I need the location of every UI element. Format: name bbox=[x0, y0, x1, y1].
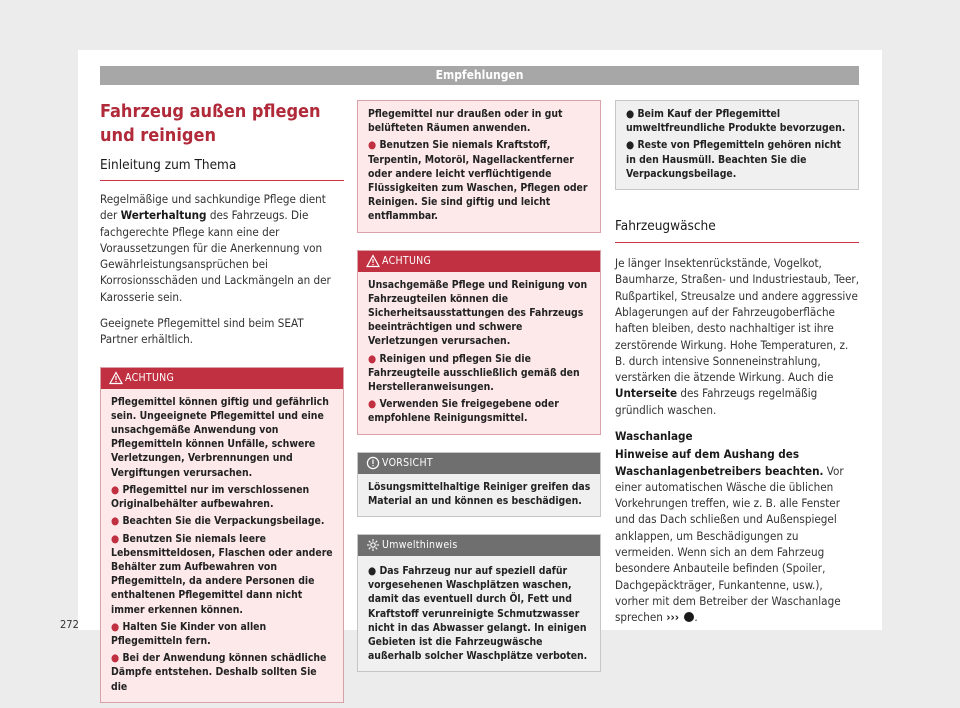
paragraph: Hinweise auf dem Aushang des Waschanlagenbetreibers beachten. Vor einer automatischen Wäsche die üblichen Vorkehrungen treffen, wie z. B. alle Fenster und das Dach schließen und Außenspiegel anklappen, um Beschädigungen zu vermeiden. Wenn sich an dem Fahrzeug besondere Anbauteile befinden (Spoiler, Dachgepäckträger, Funkantenne, usw.), vorher mit dem Betreiber der Waschanlage sprechen ››› . bbox=[615, 447, 844, 625]
list-item: ● Beachten Sie die Verpackungsbeilage. bbox=[111, 515, 325, 528]
warning-header: ACHTUNG bbox=[358, 251, 600, 272]
caution-header: VORSICHT bbox=[358, 453, 600, 474]
environment-icon bbox=[366, 538, 380, 552]
warning-header: ACHTUNG bbox=[101, 368, 343, 389]
continue-arrow: ››› bbox=[666, 610, 680, 625]
warning-ref-icon bbox=[684, 612, 694, 622]
warning-box bbox=[357, 250, 601, 435]
page-number: 272 bbox=[60, 618, 79, 631]
section-title: Fahrzeugwäsche bbox=[615, 217, 859, 243]
warning-intro: Pflegemittel können giftig und gefährlich sein. Ungeeignete Pflegemittel und eine unsachgemäße Anwendung von Pflegemitteln können Unfälle, schwere Verletzungen, Verbrennungen und Vergiftungen verursachen. bbox=[111, 395, 329, 479]
warning-triangle-icon bbox=[109, 371, 123, 385]
list-item: ● Halten Sie Kinder von allen Pflegemitteln fern. bbox=[111, 620, 267, 647]
info-circle-icon bbox=[366, 456, 380, 470]
subheading: Waschanlage bbox=[615, 428, 693, 443]
column-2 bbox=[357, 100, 601, 672]
list-item: ● Beim Kauf der Pflegemittel umweltfreundliche Produkte bevorzugen. bbox=[626, 108, 846, 135]
page-title: Fahrzeug außen pflegen und reinigen bbox=[100, 101, 321, 146]
list-item: ● Benutzen Sie niemals Kraftstoff, Terpentin, Motoröl, Nagellackentferner oder andere leicht verflüchtigende Flüssigkeiten zum Waschen, Pflegen oder Reinigen. Sie sind giftig und leicht entflammbar. bbox=[368, 139, 588, 223]
environment-box bbox=[357, 534, 601, 672]
paragraph: Regelmäßige und sachkundige Pflege dient der Werterhaltung des Fahrzeugs. Die fachgerechte Pflege kann eine der Voraussetzungen für die Anerkennung von Gewährleistungsansprüchen bei Korrosionsschäden und Lackmängeln an der Karosserie sein. bbox=[100, 192, 331, 304]
environment-header: Umwelthinweis bbox=[358, 535, 600, 556]
list-item: ● Reste von Pflegemitteln gehören nicht in den Hausmüll. Beachten Sie die Verpackungsbeilage. bbox=[626, 139, 842, 180]
list-item: ● Benutzen Sie niemals leere Lebensmitteldosen, Flaschen oder andere Behälter zum Aufbewahren von Pflegemitteln, da andere Personen die enthaltenen Pflegemittel dann nicht immer erkennen können. bbox=[111, 532, 333, 616]
list-item: ● Pflegemittel nur im verschlossenen Originalbehälter aufbewahren. bbox=[111, 483, 310, 511]
section-subtitle: Einleitung zum Thema bbox=[100, 156, 344, 181]
list-item: ● Verwenden Sie freigegebene oder empfohlene Reinigungsmittel. bbox=[368, 398, 559, 425]
warning-triangle-icon bbox=[366, 254, 380, 268]
list-item: ● Reinigen und pflegen Sie die Fahrzeugteile ausschließlich gemäß den Herstelleranweisungen. bbox=[368, 352, 580, 394]
list-item: ● Bei der Anwendung können schädliche Dämpfe entstehen. Deshalb sollten Sie die bbox=[111, 652, 327, 693]
list-item: ● Das Fahrzeug nur auf speziell dafür vorgesehenen Waschplätzen waschen, damit das eventuell durch Öl, Fett und Kraftstoff verunreinigte Schmutzwasser nicht in das Abwasser gelangt. In einigen Gebieten ist die Fahrzeugwäsche außerhalb solcher Waschplätze verboten. bbox=[368, 565, 588, 663]
caution-box bbox=[357, 452, 601, 517]
chapter-header: Empfehlungen bbox=[100, 66, 859, 85]
warning-box bbox=[100, 367, 344, 703]
warning-intro: Unsachgemäße Pflege und Reinigung von Fahrzeugteilen können die Sicherheitsausstattungen des Fahrzeugs beeinträchtigen und schwere Verletzungen verursachen. bbox=[368, 278, 588, 348]
warning-box-continued bbox=[357, 100, 601, 233]
paragraph: Geeignete Pflegemittel sind beim SEAT Partner erhältlich. bbox=[100, 316, 304, 347]
caution-text: Lösungsmittelhaltige Reiniger greifen das Material an und können es beschädigen. bbox=[368, 480, 591, 507]
warning-intro: Pflegemittel nur draußen oder in gut belüfteten Räumen anwenden. bbox=[368, 108, 563, 135]
environment-box-continued bbox=[615, 100, 859, 190]
column-3 bbox=[615, 100, 859, 626]
paragraph: Je länger Insektenrückstände, Vogelkot, Baumharze, Straßen- und Industriestaub, Teer, Rußpartikel, Streusalze und andere aggressive Ablagerungen auf der Fahrzeugoberfläche haften bleiben, desto nachhaltiger ist ihre zerstörende Wirkung. Hohe Temperaturen, z. B. durch intensive Sonneneinstrahlung, verstärken die ätzende Wirkung. Auch die Unterseite des Fahrzeugs regelmäßig gründlich waschen. bbox=[615, 256, 860, 417]
column-1 bbox=[100, 100, 344, 703]
